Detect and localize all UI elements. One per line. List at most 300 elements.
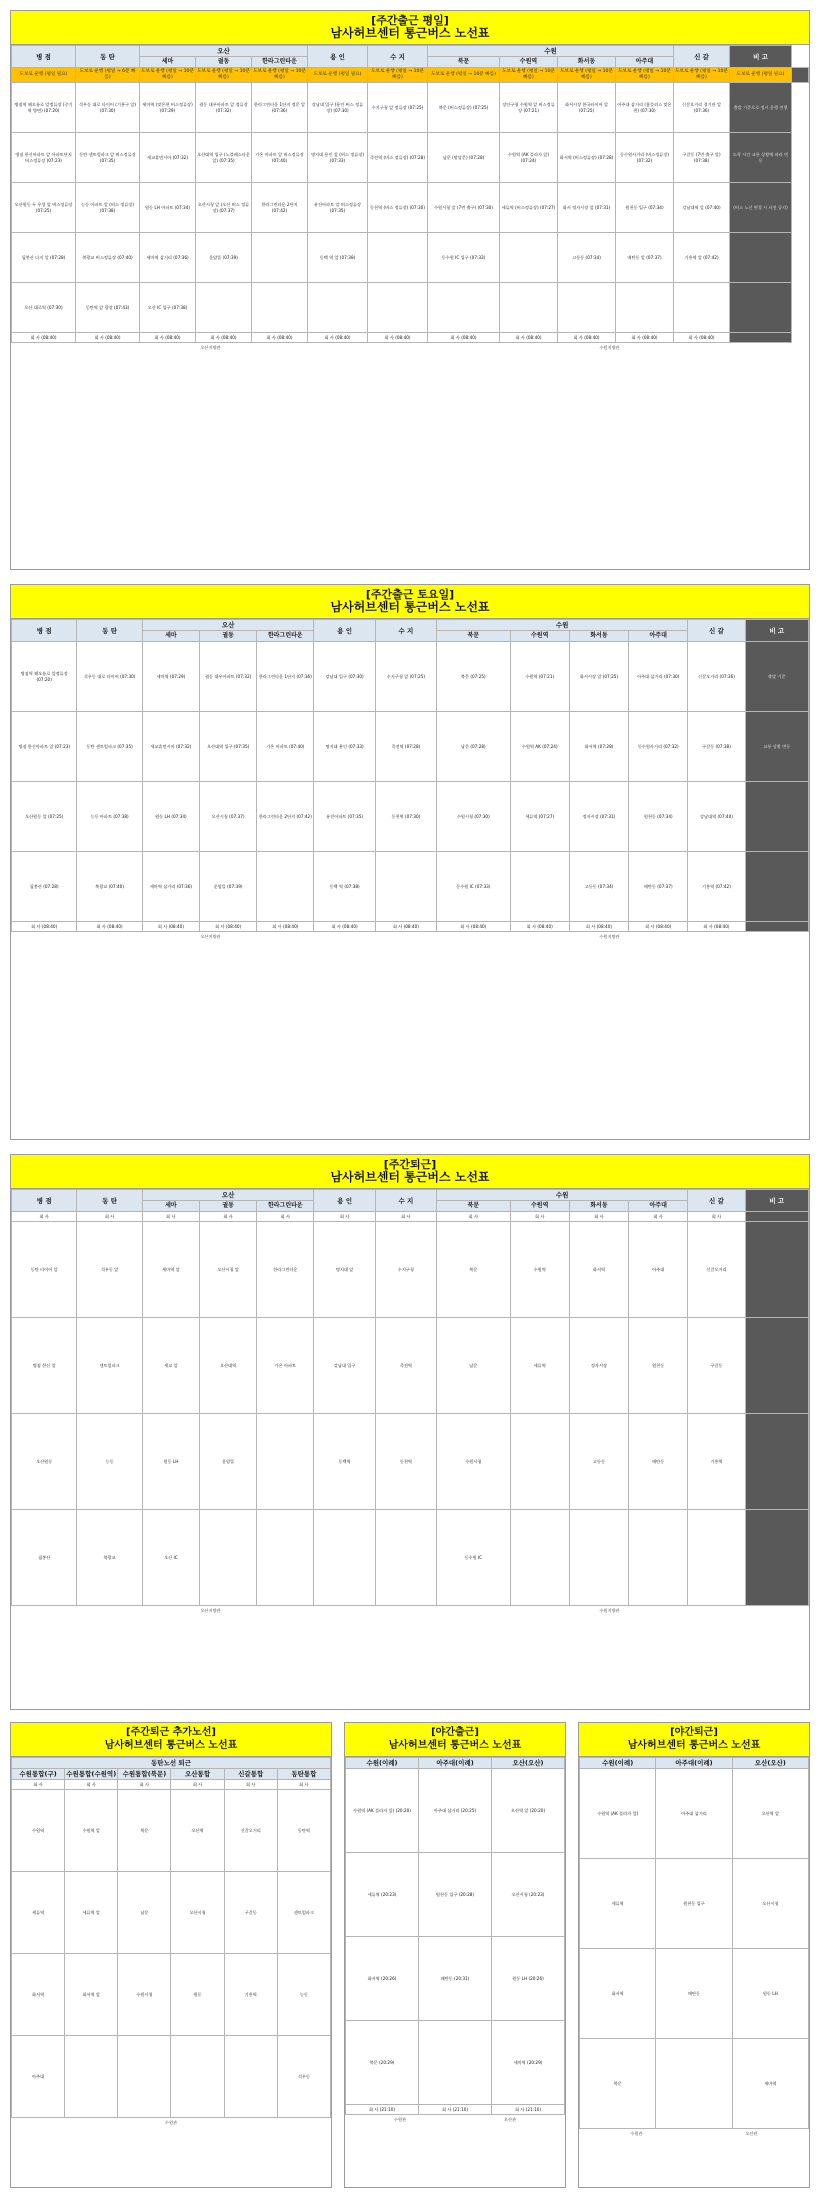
header-bukmun: 북문 [437, 1201, 511, 1212]
stop-cell [500, 233, 558, 283]
sheet2-foot [12, 922, 809, 932]
option-cell: 도보로 운행 (평일 → 10분 빠름) [674, 68, 730, 83]
company-cell: 회 사 [77, 1212, 142, 1222]
stop-cell: 필봉산 (07:28) [12, 852, 77, 922]
stop-cell: 석우동 [277, 2036, 330, 2118]
header-suwon: 수원 [437, 620, 688, 631]
company-cell: 회 사 (08:40) [252, 333, 308, 343]
company-cell: 회 사 (08:40) [140, 333, 196, 343]
stop-cell: 강남대 입구 (07:30) [314, 642, 375, 712]
stop-cell [745, 1414, 808, 1510]
stop-cell: 화서역 [12, 1954, 65, 2036]
sheet-title-main: 남사허브센터 통근버스 노선표 [388, 1740, 522, 1751]
stop-cell: 매탄동 앞 (07:37) [616, 233, 674, 283]
stop-cell [510, 1510, 569, 1606]
stop-cell: 병점역 해오름로 앞정류장 (07:20) [12, 642, 77, 712]
stop-cell [257, 1414, 314, 1510]
company-cell [745, 922, 808, 932]
stop-cell: 세교휴먼시아 (07:32) [142, 712, 199, 782]
sheet5-foot [346, 2105, 565, 2115]
company-cell: 회 사 (08:40) [308, 333, 368, 343]
header-hwaseo: 화서동 [569, 1201, 628, 1212]
stop-cell: 북문 (20:29) [346, 2021, 419, 2105]
stop-cell: 기흥역 앞 (07:42) [674, 233, 730, 283]
stop-cell: 화서역 [580, 1949, 656, 2039]
sheet4-first [12, 1780, 331, 1790]
stop-cell: 가온 아파트 앞 버스정류장 (07:40) [252, 133, 308, 183]
stop-cell: 유진아파트 (07:35) [314, 782, 375, 852]
extra-route-sheet [10, 1722, 332, 2188]
header-cell: 수원통합(수원역) [66, 1770, 117, 1778]
route-table [11, 45, 809, 343]
table-row [12, 1790, 331, 1872]
table-row [12, 1954, 331, 2036]
stop-cell [629, 1510, 688, 1606]
header-byeongjeom: 병 점 [12, 46, 76, 68]
stop-cell: 필봉산 다지 앞 (07:28) [12, 233, 76, 283]
header-ajou: 아주대 [616, 57, 674, 68]
stop-cell: 원동 LH (20:26) [492, 1937, 565, 2021]
stop-cell [252, 283, 308, 333]
table-row [12, 1222, 809, 1318]
header-bukmun: 북문 [428, 57, 500, 68]
stop-cell: 남문 [437, 1318, 511, 1414]
stop-cell: 능동 아파트 (07:38) [77, 782, 142, 852]
stop-cell: 오산원동 [12, 1414, 77, 1510]
stop-cell: 세교 앞 [142, 1318, 199, 1414]
company-cell: 회 사 (08:40) [558, 333, 616, 343]
header-hwaseo: 화서동 [558, 57, 616, 68]
stop-cell: 오산역 앞 (20:20) [492, 1769, 565, 1853]
stop-cell: 구갈동 [688, 1318, 745, 1414]
stop-cell [745, 1510, 808, 1606]
stop-cell: 동수원 IC (07:33) [437, 852, 511, 922]
stop-cell [375, 852, 436, 922]
sheet-title [579, 1723, 809, 1757]
table-row [12, 133, 809, 183]
stop-cell: 능동 [277, 1954, 330, 2036]
company-cell: 회 사 (08:40) [569, 922, 628, 932]
caption-right: 수원지방관 [599, 934, 620, 939]
option-cell: 도보로 운행 (평일 → 10분 빠름) [252, 68, 308, 83]
route-table [11, 619, 809, 932]
stop-cell: 센트럴파크 [77, 1318, 142, 1414]
stop-cell: 북광교 버스정류장 (07:40) [76, 233, 140, 283]
stop-cell: 구갈동 (07:38) [688, 712, 745, 782]
stop-cell: 북광교 [77, 1510, 142, 1606]
header-gwoldong: 궐동 [200, 1201, 257, 1212]
stop-cell: 구갈동 (7번 출구 앞) (07:38) [674, 133, 730, 183]
sheet-title-main: 남사허브센터 통근버스 노선표 [330, 600, 490, 614]
company-cell: 회 사 (21:10) [492, 2105, 565, 2115]
header-dongtan: 동 탄 [77, 1190, 142, 1212]
stop-cell: 동백 역 (07:38) [314, 852, 375, 922]
stop-cell: 신갈오거리 [688, 1222, 745, 1318]
stop-cell: 동수원사거리 (버스정류장) (07:32) [616, 133, 674, 183]
header-singal: 신 갈 [688, 1190, 745, 1212]
stop-cell [745, 1222, 808, 1318]
stop-cell: 동탄 타이어 앞 [12, 1222, 77, 1318]
stop-cell: 세마역 (07:29) [142, 642, 199, 712]
stop-cell: 북문 [580, 2039, 656, 2129]
stop-cell [118, 2036, 171, 2118]
stop-cell: 수지구청 [375, 1222, 436, 1318]
stop-cell: 궐동 대우아파트 (07:32) [200, 642, 257, 712]
stop-cell: 오산시청 (20:23) [492, 1853, 565, 1937]
stop-cell: 유진아파트 앞 버스정류장 (07:35) [308, 183, 368, 233]
sheet-title [345, 1723, 565, 1757]
table-row [346, 1937, 565, 2021]
stop-cell [558, 283, 616, 333]
header-osan: 오산 [142, 1190, 314, 1201]
company-cell: 회 사 (08:40) [76, 333, 140, 343]
stop-cell: 기흥역 (07:42) [688, 852, 745, 922]
stop-cell: 능동 [77, 1414, 142, 1510]
header-note: 비 고 [745, 1190, 808, 1212]
header-byeongjeom: 병 점 [12, 620, 77, 642]
stop-cell: 오산대역 입구 (07:35) [200, 712, 257, 782]
company-cell: 회 사 [688, 1212, 745, 1222]
stop-cell: 가온 아파트 [257, 1318, 314, 1414]
stop-cell: 세류역 앞 [65, 1872, 118, 1954]
stop-cell: 화서역 (버스정류장) (07:28) [558, 133, 616, 183]
stop-cell: 운암뜰 [200, 1414, 257, 1510]
stop-cell: 원동 [171, 1954, 224, 2036]
route-table [11, 1757, 331, 2118]
stop-cell [368, 233, 428, 283]
stop-cell: 신갈오거리 [224, 1790, 277, 1872]
option-cell: 도보로 운행 (평일 → 10분 빠름) [616, 68, 674, 83]
stop-cell: 수원시청 앞 (7번 출구) (07:30) [428, 183, 500, 233]
header-cell: 오산(오산) [732, 1758, 808, 1769]
stop-cell: 동탄 센트럴파크 앞 버스정류장 (07:35) [76, 133, 140, 183]
saturday-commute-sheet [10, 584, 810, 1140]
option-cell: 도보로 운행 (평일 필요) [12, 68, 76, 83]
sheet2-body [12, 642, 809, 922]
stop-cell: 수지구청 앞 (07:25) [375, 642, 436, 712]
option-cell: 도보로 운행 (평일 → 10분 빠름) [368, 68, 428, 83]
stop-cell [308, 283, 368, 333]
company-cell: 회 사 [437, 1212, 511, 1222]
stop-cell: 병점 한신아파트 앞 아파트단지 버스정류장 (07:23) [12, 133, 76, 183]
stop-cell: 수원역 (AK 플라자 앞) (20:20) [346, 1769, 419, 1853]
table-row [12, 642, 809, 712]
company-cell: 회 사 [224, 1780, 277, 1790]
header-sema: 세마 [142, 1201, 199, 1212]
stop-cell: 화서역 (20:26) [346, 1937, 419, 2021]
header-yongin: 용 인 [308, 46, 368, 68]
header-hwaseo: 화서동 [569, 631, 628, 642]
stop-cell: 가온 아파트 (07:40) [257, 712, 314, 782]
stop-cell: 강남대 입구 [314, 1318, 375, 1414]
stop-cell: 세류역 (20:23) [346, 1853, 419, 1937]
company-cell: 회 사 [12, 1780, 65, 1790]
night-return-sheet [578, 1722, 810, 2188]
company-cell: 회 사 (08:40) [437, 922, 511, 932]
stop-cell [419, 2021, 492, 2105]
stop-cell [314, 1510, 375, 1606]
stop-cell: 동탄역 [277, 1790, 330, 1872]
caption-right: 수원지방관 [599, 1608, 620, 1613]
weekday-commute-sheet [10, 10, 810, 570]
table-row [346, 1769, 565, 1853]
company-cell: 회 사 [569, 1212, 628, 1222]
company-cell: 회 사 [277, 1780, 330, 1790]
sheet3-first [12, 1212, 809, 1222]
company-cell: 회 사 [118, 1780, 171, 1790]
company-cell: 회 사 [629, 1212, 688, 1222]
stop-cell: 수원시청 [118, 1954, 171, 2036]
stop-cell: 기흥역 [224, 1954, 277, 2036]
route-table [11, 1189, 809, 1606]
sheet-title-period: [주간퇴근 추가노선] [126, 1727, 216, 1738]
header-cell: 오산(오산) [492, 1758, 565, 1769]
header-gwoldong: 궐동 [200, 631, 257, 642]
stop-cell: 세마역 삼거리 (07:36) [140, 233, 196, 283]
stop-cell: 고등동 (07:34) [558, 233, 616, 283]
evening-return-sheet [10, 1154, 810, 1710]
table-row [12, 1510, 809, 1606]
stop-cell: 오산 IC 입구 (07:38) [140, 283, 196, 333]
stop-cell: 남문 [118, 1872, 171, 1954]
stop-cell: 강남대 입구 (용인 버스 정류장) (07:30) [308, 83, 368, 133]
stop-cell [510, 852, 569, 922]
option-cell: 도보로 운행 (평일 → 10분 빠름) [500, 68, 558, 83]
header-cell: 동탄통합 [277, 1769, 330, 1780]
stop-cell: 원동 LH (07:34) [142, 782, 199, 852]
stop-cell [500, 283, 558, 333]
stop-cell: 화서역 [569, 1222, 628, 1318]
table-row [12, 83, 809, 133]
caption-right: 오산관 [745, 2131, 758, 2136]
stop-cell: 정자시장 [569, 1318, 628, 1414]
stop-cell: 북광교 (07:40) [77, 852, 142, 922]
sheet4-body [12, 1790, 331, 2118]
stop-cell [745, 1318, 808, 1414]
stop-cell: 화서시장 앞 (07:25) [569, 642, 628, 712]
company-cell: 회 사 (08:40) [688, 922, 745, 932]
stop-cell: 원동 LH [142, 1414, 199, 1510]
route-table [345, 1757, 565, 2115]
header-suwon-station: 수원역 [500, 57, 558, 68]
company-cell: 회 사 (08:40) [142, 922, 199, 932]
header-cell: 신갈통합 [224, 1769, 277, 1780]
header-osan: 오산 [142, 620, 314, 631]
stop-cell: 수원역 (07:21) [510, 642, 569, 712]
stop-cell: 석우동 대로 타이어 (07:30) [77, 642, 142, 712]
table-row [12, 782, 809, 852]
stop-cell: 원천동 입구 (20:28) [419, 1853, 492, 1937]
stop-cell [252, 233, 308, 283]
stop-cell: 아주대 [629, 1222, 688, 1318]
stop-cell [200, 1510, 257, 1606]
night-commute-sheet [344, 1722, 566, 2188]
company-cell: 회 사 (21:10) [346, 2105, 419, 2115]
stop-cell [196, 283, 252, 333]
company-cell: 회 사 (08:40) [12, 333, 76, 343]
header-suji: 수 지 [375, 620, 436, 642]
sheet-title-period: [주간출근 토요일] [365, 588, 455, 601]
stop-cell: 동천역 (07:30) [375, 782, 436, 852]
stop-cell: 오산원동 앞 (07:25) [12, 782, 77, 852]
option-cell: 도보로 운행 (평일 → 10분 빠름) [428, 68, 500, 83]
company-cell: 회 사 (08:40) [200, 922, 257, 932]
stop-cell: 동수원 IC 입구 (07:33) [428, 233, 500, 283]
stop-cell: 도착 시간 교통 상황에 따라 변동 [730, 133, 792, 183]
stop-cell: 수원시청 (07:30) [437, 782, 511, 852]
stop-cell: 동백 역 앞 (07:38) [308, 233, 368, 283]
stop-cell: 매탄동 (20:31) [419, 1937, 492, 2021]
stop-cell: 화서역 앞 [65, 1954, 118, 2036]
stop-cell: 아주대 삼거리 [656, 1769, 732, 1859]
stop-cell: 아주대 [12, 2036, 65, 2118]
subheader: 동탄노선 퇴근 [12, 1758, 331, 1769]
company-cell: 회 사 [257, 1212, 314, 1222]
stop-cell: 동수원사거리 (07:32) [629, 712, 688, 782]
stop-cell: 수원역 (AK 플라자 앞) [580, 1769, 656, 1859]
stop-cell: 수원역 앞 [65, 1790, 118, 1872]
stop-cell: 세마역 (20:29) [492, 2021, 565, 2105]
header-halla: 한라그린타운 [257, 1201, 314, 1212]
company-cell: 회 사 (21:10) [419, 2105, 492, 2115]
header-ajou: 아주대 [629, 1201, 688, 1212]
table-row [12, 1414, 809, 1510]
stop-cell: 고등동 [569, 1414, 628, 1510]
stop-cell [224, 2036, 277, 2118]
stop-cell: 동천역 (버스 정류장) (07:30) [368, 183, 428, 233]
header-singal: 신 갈 [688, 620, 745, 642]
stop-cell: 한라그린타운 1단지 (07:36) [257, 642, 314, 712]
sheet-title-main: 남사허브센터 통근버스 노선표 [330, 26, 490, 40]
table-row [580, 2039, 809, 2129]
stop-cell: 한라그린타운 2단지 (07:42) [257, 782, 314, 852]
header-dongtan: 동 탄 [76, 46, 140, 68]
header-yongin: 용 인 [314, 1190, 375, 1212]
table-row [12, 712, 809, 782]
stop-cell: 수원역 [510, 1222, 569, 1318]
stop-cell: 매탄동 [656, 1949, 732, 2039]
stop-cell [368, 283, 428, 333]
stop-cell: 북문 [437, 1222, 511, 1318]
table-row [12, 1872, 331, 1954]
company-cell: 회 사 (08:40) [616, 333, 674, 343]
stop-cell: 병점역 해오름로 앞정류장 (중기역 방면) (07:20) [12, 83, 76, 133]
option-cell: 도보로 운행 (평일 필요) [730, 68, 792, 83]
stop-cell: 동백역 [314, 1414, 375, 1510]
stop-cell [257, 1510, 314, 1606]
stop-cell [65, 2036, 118, 2118]
caption-left: 오산지방관 [200, 934, 221, 939]
stop-cell: 원천동 (07:34) [629, 782, 688, 852]
stop-cell: 북문 (버스정류장) (07:25) [428, 83, 500, 133]
stop-cell: 세마역 (맞은편 버스정류장) (07:29) [140, 83, 196, 133]
stop-cell: 한라그린타운 1단지 정문 앞 (07:36) [252, 83, 308, 133]
header-cell: 아주대(이례) [656, 1758, 732, 1769]
stop-cell: 출발 기준 [745, 642, 808, 712]
company-cell [745, 1212, 808, 1222]
header-osan: 오산 [140, 46, 308, 57]
stop-cell: 운암뜰 (07:39) [200, 852, 257, 922]
header-suwon-station: 수원역 [510, 631, 569, 642]
header-byeongjeom: 병 점 [12, 1190, 77, 1212]
company-cell: 회 사 [375, 1212, 436, 1222]
company-cell: 회 사 (08:40) [428, 333, 500, 343]
stop-cell: 오산시청 [171, 1872, 224, 1954]
stop-cell: (버스 노선 변경 시 사전 공지) [730, 183, 792, 233]
header-yongin: 용 인 [314, 620, 375, 642]
company-cell: 회 사 (08:40) [510, 922, 569, 932]
table-row [580, 1859, 809, 1949]
stop-cell: 센트럴파크 [277, 1872, 330, 1954]
stop-cell: 출발 기준으로 정시 운행 진행 [730, 83, 792, 133]
stop-cell: 정자시장 (07:31) [569, 782, 628, 852]
caption-right: 수원지방관 [599, 345, 620, 350]
stop-cell: 원천동 입구 (07:34) [616, 183, 674, 233]
header-sema: 세마 [140, 57, 196, 68]
header-bukmun: 북문 [437, 631, 511, 642]
stop-cell [745, 852, 808, 922]
table-row [346, 1853, 565, 1937]
stop-cell: 세류역 [580, 1859, 656, 1949]
stop-cell: 오산 IC [142, 1510, 199, 1606]
stop-cell: 교통 상황 변동 [745, 712, 808, 782]
stop-cell [171, 2036, 224, 2118]
sheet-title-main: 남사허브센터 통근버스 노선표 [330, 1170, 490, 1184]
stop-cell: 동수원 IC [437, 1510, 511, 1606]
stop-cell: 북문 (07:25) [437, 642, 511, 712]
stop-cell [510, 1414, 569, 1510]
company-cell: 회 사 (08:40) [314, 922, 375, 932]
header-suwon: 수원 [428, 46, 674, 57]
caption-left: 오산지방관 [200, 345, 221, 350]
header-cell: 수원(이례) [580, 1758, 656, 1769]
stop-cell: 수원역 (AK 플라자 앞) (07:24) [500, 133, 558, 183]
company-cell: 회 사 (08:40) [77, 922, 142, 932]
header-halla: 한라그린타운 [252, 57, 308, 68]
company-cell: 회 사 (08:40) [257, 922, 314, 932]
stop-cell: 화서역 (07:28) [569, 712, 628, 782]
company-cell: 회 사 (08:40) [629, 922, 688, 932]
stop-cell: 죽전역 (07:28) [375, 712, 436, 782]
stop-cell: 오산역 [171, 1790, 224, 1872]
stop-cell: 세류역 (07:27) [510, 782, 569, 852]
stop-cell: 아주대 삼거리 (홈플러스 맞은편) (07:30) [616, 83, 674, 133]
sheet-title [11, 585, 809, 619]
stop-cell: 오산시청 [732, 1859, 808, 1949]
stop-cell: 북문 [118, 1790, 171, 1872]
stop-cell: 운암뜰 (07:39) [196, 233, 252, 283]
stop-cell: 세마역 삼거리 (07:36) [142, 852, 199, 922]
stop-cell: 원동 LH [732, 1949, 808, 2039]
stop-cell: 오산 대로역 (07:30) [12, 283, 76, 333]
stop-cell: 세류역 [12, 1872, 65, 1954]
stop-cell: 명지대 용인 앞 (버스 정류장) (07:33) [308, 133, 368, 183]
stop-cell: 명지대 용인 (07:33) [314, 712, 375, 782]
sheet-title-period: [야간출근] [431, 1727, 479, 1738]
stop-cell [730, 233, 792, 283]
header-note: 비 고 [745, 620, 808, 642]
company-cell: 회 사 [12, 1212, 77, 1222]
stop-cell: 병점 한신아파트 앞 (07:23) [12, 712, 77, 782]
sheet5-body [346, 1769, 565, 2105]
stop-cell [569, 1510, 628, 1606]
company-cell: 회 사 [171, 1780, 224, 1790]
company-cell: 회 사 (08:40) [375, 922, 436, 932]
caption-left: 수원관 [393, 2117, 407, 2122]
company-cell: 회 사 (08:40) [674, 333, 730, 343]
header-suwon-station: 수원역 [510, 1201, 569, 1212]
stop-cell: 세마역 앞 [142, 1222, 199, 1318]
